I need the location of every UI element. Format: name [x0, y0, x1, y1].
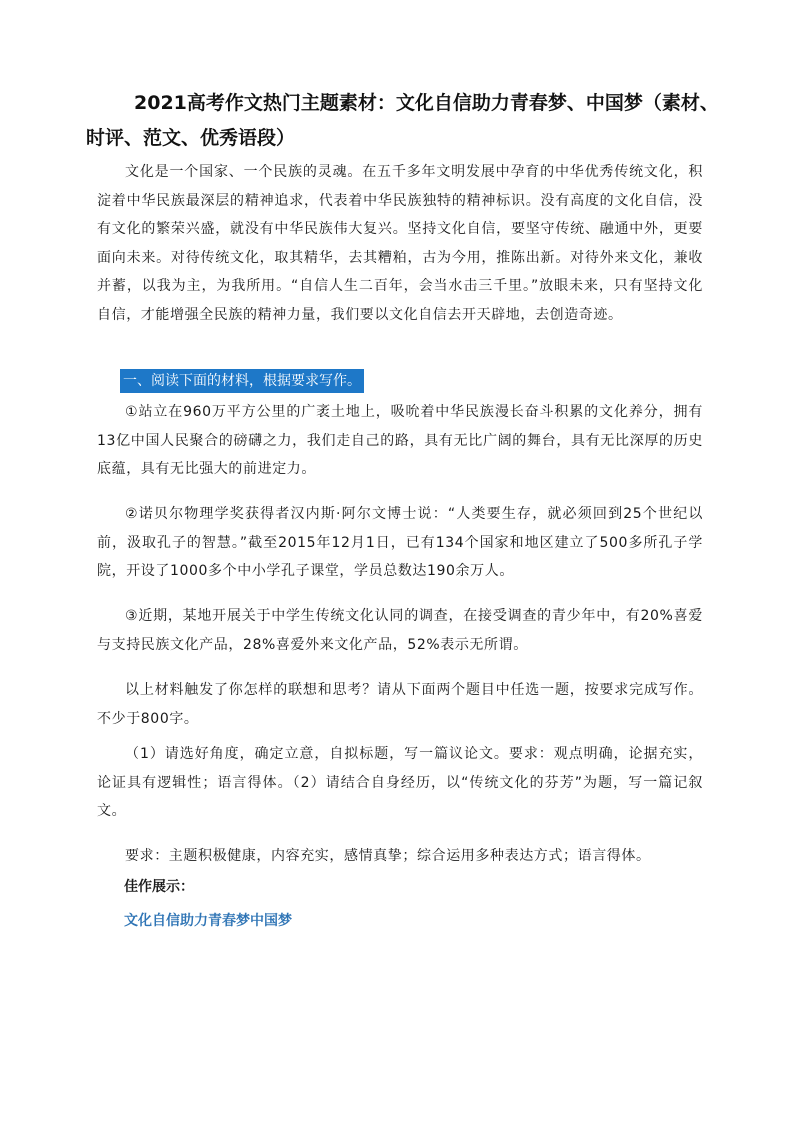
options-paragraph: （1）请选好角度，确定立意，自拟标题，写一篇议论文。要求：观点明确，论据充实，论证具有逻辑性；语言得体。（2）请结合自身经历，以“传统文化的芬芳”为题，写一篇记叙文。	[97, 746, 703, 819]
material-3-paragraph: ③近期，某地开展关于中学生传统文化认同的调查，在接受调查的青少年中，有20%喜爱与支持民族文化产品，28%喜爱外来文化产品，52%表示无所谓。	[97, 608, 703, 653]
requirements-paragraph: 要求：主题积极健康，内容充实，感情真挚；综合运用多种表达方式；语言得体。	[125, 848, 651, 864]
prompt-paragraph: 以上材料触发了你怎样的联想和思考？请从下面两个题目中任选一题，按要求完成写作。不少于800字。	[97, 682, 703, 727]
showcase-label: 佳作展示：	[124, 879, 194, 895]
material-1-paragraph: ①站立在960万平方公里的广袤土地上，吸吮着中华民族漫长奋斗积累的文化养分，拥有13亿中国人民聚合的磅礴之力，我们走自己的路，具有无比广阔的舞台，具有无比深厚的历史底蕴，具有无比强大的前进定力。	[97, 404, 703, 477]
material-2-paragraph: ②诺贝尔物理学奖获得者汉内斯·阿尔文博士说：“人类要生存，就必须回到25个世纪以前，汲取孔子的智慧。”截至2015年12月1日，已有134个国家和地区建立了500多所孔子学院，开设了1000多个中小学孔子课堂，学员总数达190余万人。	[97, 506, 703, 579]
document-title	[86, 86, 726, 156]
intro-paragraph: 文化是一个国家、一个民族的灵魂。在五千多年文明发展中孕育的中华优秀传统文化，积淀着中华民族最深层的精神追求，代表着中华民族独特的精神标识。没有高度的文化自信，没有文化的繁荣兴盛，就没有中华民族伟大复兴。坚持文化自信，要坚守传统、融通中外，更要面向未来。对待传统文化，取其精华，去其糟粕，古为今用，推陈出新。对待外来文化，兼收并蓄，以我为主，为我所用。“自信人生二百年，会当水击三千里。”放眼未来，只有坚持文化自信，才能增强全民族的精神力量，我们要以文化自信去开天辟地，去创造奇迹。	[97, 164, 703, 323]
title-text: 2021高考作文热门主题素材：文化自信助力青春梦、中国梦（素材、时评、范文、优秀语段）	[86, 92, 719, 149]
essay-title: 文化自信助力青春梦中国梦	[124, 913, 292, 929]
section-heading: 一、阅读下面的材料，根据要求写作。	[120, 369, 364, 393]
